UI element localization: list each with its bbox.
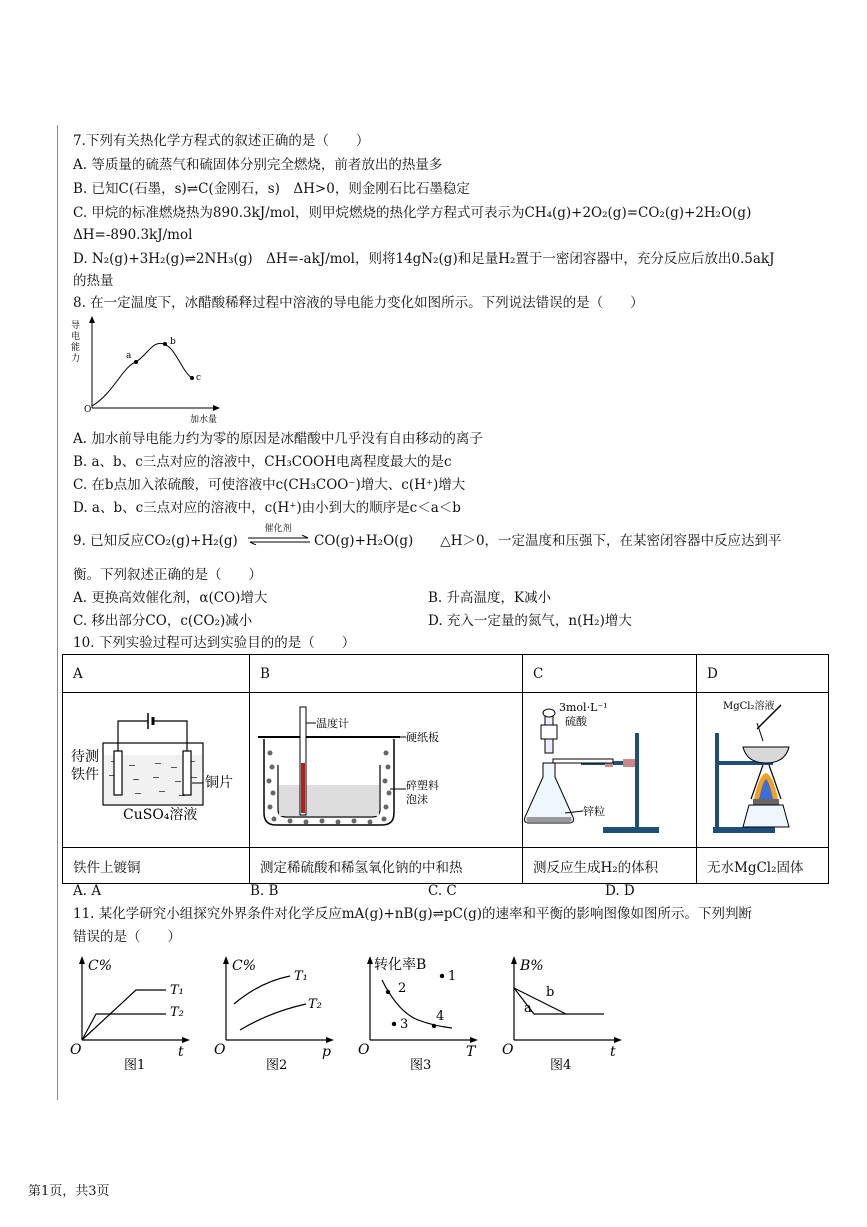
fig1-caption: 图1 [124,1058,146,1073]
table-caption-b: 测定稀硫酸和稀氢氧化钠的中和热 [250,848,523,884]
q9-option-a: A. 更换高效催化剂，α(CO)增大 [73,590,268,606]
fig1-xlabel: t [178,1044,184,1060]
table-caption-row [63,848,829,884]
fig3-origin: O [358,1042,370,1058]
table-caption-c: 测反应生成H₂的体积 [523,848,697,884]
fig-c-label-3: 锌粒 [583,805,605,818]
q8-option-d: D. a、b、c三点对应的溶液中，c(H⁺)由小到大的顺序是c＜a＜b [73,500,461,516]
fig2-label-t2: T₂ [308,997,322,1012]
table-header-row [63,655,829,693]
q8-conductivity-graph [68,314,238,426]
fig3-caption: 图3 [410,1058,432,1073]
q9-catalyst-label: 催化剂 [264,524,292,534]
q8-ylabel-4: 力 [71,354,81,364]
fig-a-cell [63,693,250,848]
q8-stem: 8. 在一定温度下，冰醋酸稀释过程中溶液的导电能力变化如图所示。下列说法错误的是（ ） [73,295,644,311]
fig3-xlabel: T [466,1044,476,1060]
q9-equilibrium-arrow [246,535,312,545]
q11-figure-4 [498,952,626,1074]
table-header-a: A [63,655,250,693]
fig3-ylabel: 转化率B [374,957,427,973]
fig2-curve-t1 [234,976,290,1004]
fig3-label-3: 3 [400,1017,409,1032]
margin-line [57,125,58,1100]
fig4-caption: 图4 [550,1058,572,1073]
q7-option-c-cont: ΔH=-890.3kJ/mol [73,227,193,243]
fig-c-label-1: 3mol·L⁻¹ [559,701,608,714]
q9-option-b: B. 升高温度，K减小 [428,590,552,606]
q8-label-c: c [196,373,202,383]
q8-option-a: A. 加水前导电能力约为零的原因是冰醋酸中几乎没有自由移动的离子 [73,431,483,447]
q11-stem-cont: 错误的是（ ） [73,929,181,945]
q7-option-d: D. N₂(g)+3H₂(g)⇌2NH₃(g) ΔH=-akJ/mol，则将14gN₂(g)和足量H₂置于一密闭容器中，充分反应后放出0.5akJ [73,251,775,267]
fig-a-label-2: 铁件 [71,767,99,783]
q8-option-c: C. 在b点加入浓硫酸，可使溶液中c(CH₃COO⁻)增大、c(H⁺)增大 [73,477,466,493]
table-caption-d: 无水MgCl₂固体 [697,848,829,884]
fig3-point-1 [440,974,444,978]
fig-b-label-3: 碎塑料 [406,779,439,792]
fig-a-label-4: CuSO₄溶液 [123,807,198,823]
q11-figure-2 [210,952,338,1074]
fig4-ylabel: B% [520,958,544,974]
fig-c-label-2: 硫酸 [565,715,587,728]
q9-stem-pre: 9. 已知反应CO₂(g)+H₂(g) [73,533,238,549]
fig3-point-2 [386,990,390,994]
fig4-label-b: b [546,985,555,1000]
q7-stem: 7.下列有关热化学方程式的叙述正确的是（ ） [73,133,370,149]
fig4-xlabel: t [610,1044,616,1060]
q8-ylabel-3: 能 [71,343,81,353]
q8-point-b [163,342,167,346]
q10-experiment-table [62,654,829,884]
fig-d-evaporation [697,693,828,843]
fig3-label-2: 2 [398,981,407,996]
q9-stem-post: CO(g)+H₂O(g) △H＞0，一定温度和压强下，在某密闭容器中反应达到平 [314,533,782,549]
q8-ylabel-2: 电 [71,332,81,342]
q8-xlabel: 加水量 [190,415,218,425]
table-figure-row [63,693,829,848]
table-header-d: D [697,655,829,693]
q10-stem: 10. 下列实验过程可达到实验目的的是（ ） [73,635,356,651]
fig1-curve-t2 [82,1014,166,1040]
table-caption-a: 铁件上镀铜 [63,848,250,884]
q9-option-d: D. 充入一定量的氮气，n(H₂)增大 [428,613,632,629]
fig3-point-4 [432,1024,436,1028]
q9-stem-cont: 衡。下列叙述正确的是（ ） [73,567,262,583]
table-header-b: B [250,655,523,693]
q8-label-b: b [170,337,176,347]
fig2-ylabel: C% [232,958,257,974]
fig1-label-t2: T₂ [170,1005,184,1020]
fig1-curve-t1 [82,990,166,1040]
q8-point-c [190,376,194,380]
q8-label-a: a [126,351,132,361]
fig2-label-t1: T₁ [294,969,308,984]
q7-option-a: A. 等质量的硫蒸气和硫固体分别完全燃烧，前者放出的热量多 [73,157,443,173]
fig3-label-4: 4 [436,1009,445,1024]
q7-option-c: C. 甲烷的标准燃烧热为890.3kJ/mol，则甲烷燃烧的热化学方程式可表示为CH₄(g)+2O₂(g)=CO₂(g)+2H₂O(g) [73,205,752,221]
fig-c-cell [523,693,697,848]
page-footer: 第1页，共3页 [28,1184,110,1199]
fig3-point-3 [392,1022,396,1026]
fig4-label-a: a [524,1001,532,1016]
fig-b-calorimeter [250,693,522,843]
fig-b-label-2: 硬纸板 [406,731,439,744]
q8-x-arrow [213,405,220,411]
fig-b-label-1: 温度计 [316,717,349,730]
fig2-xlabel: p [322,1044,331,1060]
fig-a-electroplating [63,693,249,843]
fig3-label-1: 1 [448,969,457,984]
fig4-curve-b [514,988,566,1014]
q11-stem: 11. 某化学研究小组探究外界条件对化学反应mA(g)+nB(g)⇌pC(g)的速率和平衡的影响图像如图所示。下列判断 [73,906,753,922]
q11-figure-3 [354,952,484,1074]
fig1-origin: O [70,1042,82,1058]
q10-option-b: B. B [250,883,279,899]
fig2-caption: 图2 [266,1058,288,1073]
q11-figure-1 [66,952,194,1074]
fig-a-label-1: 待测 [71,749,99,765]
fig-d-cell [697,693,829,848]
fig-b-cell [250,693,523,848]
fig-d-label-1: MgCl₂溶液 [723,701,775,712]
fig1-label-t1: T₁ [170,983,184,998]
q10-option-d: D. D [605,883,635,899]
q10-option-c: C. C [428,883,457,899]
fig-c-gas-apparatus [523,693,696,843]
q8-origin: O [84,405,92,415]
q8-curve [92,343,192,406]
fig2-curve-t2 [240,1004,306,1030]
fig1-ylabel: C% [88,958,113,974]
q8-ylabel-1: 导 [71,321,81,331]
q7-option-d-cont: 的热量 [73,273,114,289]
q7-option-b: B. 已知C(石墨，s)⇌C(金刚石，s) ΔH>0，则金刚石比石墨稳定 [73,181,470,197]
q9-option-c: C. 移出部分CO，c(CO₂)减小 [73,613,253,629]
q8-option-b: B. a、b、c三点对应的溶液中，CH₃COOH电离程度最大的是c [73,454,452,470]
table-header-c: C [523,655,697,693]
fig2-origin: O [214,1042,226,1058]
fig4-origin: O [502,1042,514,1058]
fig-a-label-3: 铜片 [205,775,233,791]
q8-point-a [134,360,138,364]
q8-y-arrow [89,316,95,323]
q10-option-a: A. A [73,883,102,899]
fig-b-label-4: 泡沫 [406,793,428,806]
